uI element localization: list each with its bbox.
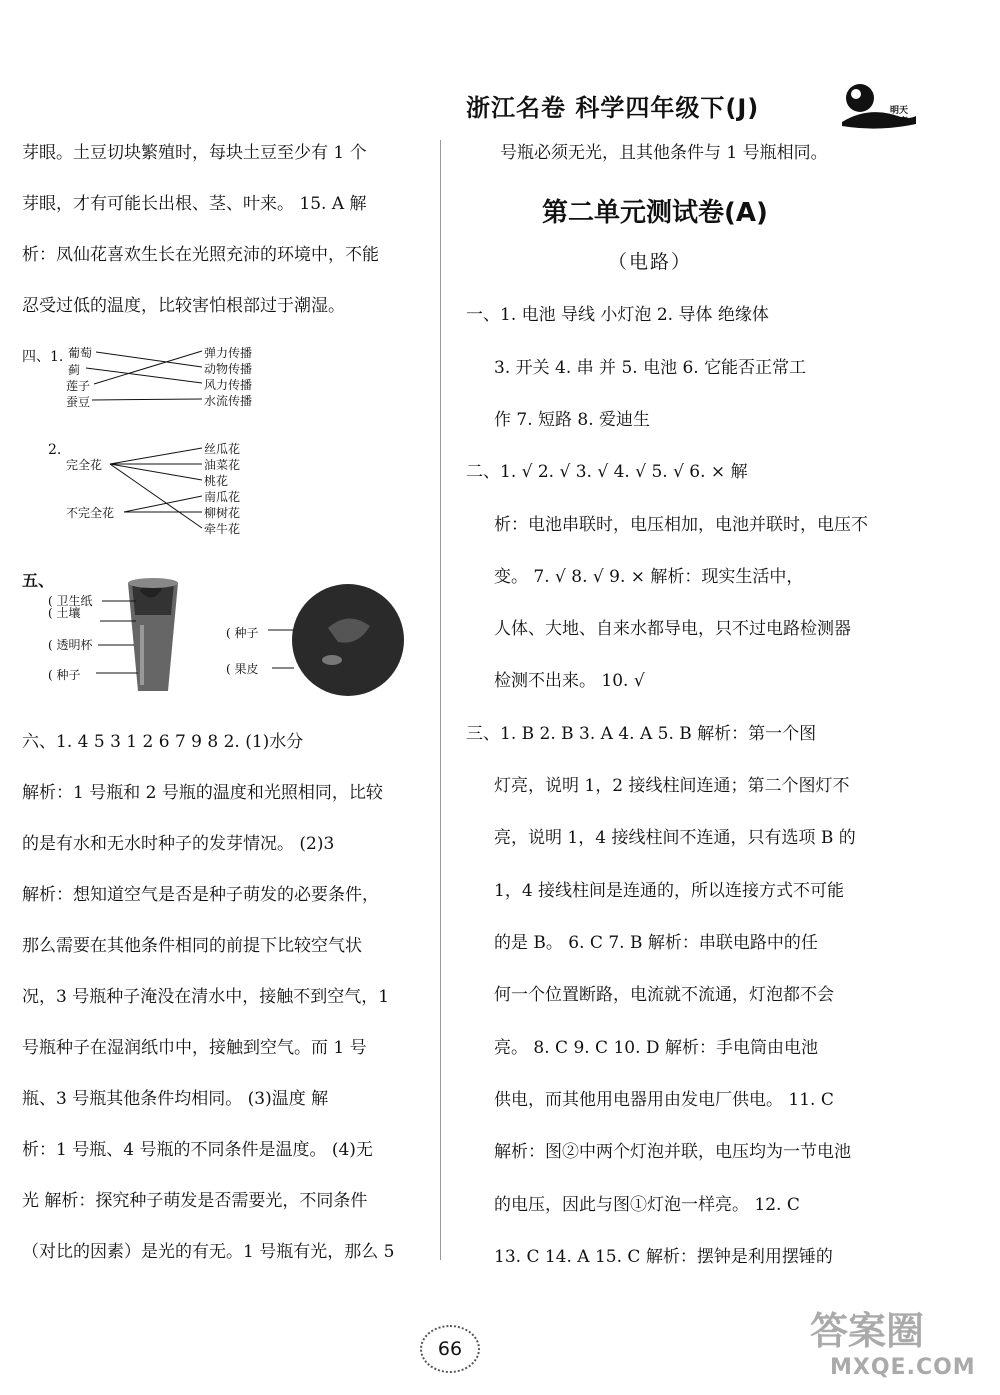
fruit-label: ( 种子 [226, 626, 259, 640]
right-line: 析：电池串联时，电压相加，电池并联时，电压不 [494, 515, 868, 535]
left-line: 芽眼，才有可能长出根、茎、叶来。 15. A 解 [22, 194, 367, 214]
flower-item: 牵牛花 [204, 522, 241, 536]
cup-experiment-image [40, 565, 200, 705]
fruit-label-text: 果皮 [234, 662, 259, 676]
right-line: 的是 B。 6. C 7. B 解析：串联电路中的任 [494, 933, 818, 953]
right-line: 供电，而其他用电器用由发电厂供电。 11. C [494, 1090, 834, 1110]
flower-item: 南瓜花 [204, 490, 241, 504]
left-line: 那么需要在其他条件相同的前提下比较空气状 [22, 936, 362, 956]
right-line: 三、1. B 2. B 3. A 4. A 5. B 解析：第一个图 [466, 724, 817, 744]
right-line: 解析：图②中两个灯泡并联，电压均为一节电池 [494, 1142, 851, 1162]
brand-logo-text [890, 106, 908, 128]
column-divider [440, 140, 441, 1260]
left-line: 号瓶种子在湿润纸巾中，接触到空气。而 1 号 [22, 1038, 367, 1058]
flower-type: 完全花 [66, 458, 103, 472]
right-line: 作 7. 短路 8. 爱迪生 [494, 410, 651, 430]
left-line: 解析：想知道空气是否是种子萌发的必要条件， [22, 885, 379, 905]
cup-label: ( 种子 [48, 668, 81, 682]
right-line: 一、1. 电池 导线 小灯泡 2. 导体 绝缘体 [466, 305, 769, 325]
cup-label-text: 种子 [56, 668, 81, 682]
left-line: 六、1. 4 5 3 1 2 6 7 9 8 2. (1)水分 [22, 732, 304, 752]
q4b-label: 2. [48, 442, 62, 458]
match-left-item: 蚕豆 [66, 395, 91, 409]
match-left-item: 莲子 [66, 379, 91, 393]
flower-item: 丝瓜花 [204, 442, 241, 456]
section-title: 第二单元测试卷(A) [542, 198, 768, 228]
watermark-logo: 答案圈 [810, 1309, 925, 1353]
right-line: 何一个位置断路，电流就不流通，灯泡都不会 [494, 985, 834, 1005]
cup-label: ( 土壤 [48, 606, 81, 620]
q4-label: 四、1. [22, 349, 64, 365]
right-line: 亮，说明 1，4 接线柱间不连通，只有选项 B 的 [494, 828, 856, 848]
flower-item: 油菜花 [204, 458, 241, 472]
match-right-item: 水流传播 [204, 394, 253, 408]
right-line: 号瓶必须无光，且其他条件与 1 号瓶相同。 [500, 143, 828, 163]
right-line: 13. C 14. A 15. C 解析：摆钟是利用摆锤的 [494, 1247, 833, 1267]
right-line: 人体、大地、自来水都导电，只不过电路检测器 [494, 619, 851, 639]
right-line: 灯亮，说明 1，2 接线柱间连通；第二个图灯不 [494, 776, 850, 796]
left-line: 析：1 号瓶、4 号瓶的不同条件是温度。 (4)无 [22, 1140, 373, 1160]
left-line: 的是有水和无水时种子的发芽情况。 (2)3 [22, 834, 335, 854]
fruit-cross-section-image [220, 580, 420, 710]
match-left-item: 蓟 [68, 363, 81, 377]
right-line: 二、1. √ 2. √ 3. √ 4. √ 5. √ 6. × 解 [466, 462, 748, 482]
left-line: 况，3 号瓶种子淹没在清水中，接触不到空气，1 [22, 987, 390, 1007]
left-line: 解析：1 号瓶和 2 号瓶的温度和光照相同，比较 [22, 783, 383, 803]
right-line: 亮。 8. C 9. C 10. D 解析：手电筒由电池 [494, 1038, 818, 1058]
match-left-item: 葡萄 [68, 346, 93, 360]
right-line: 变。 7. √ 8. √ 9. × 解析：现实生活中， [494, 567, 804, 587]
section-subtitle: （电路） [608, 251, 693, 273]
fruit-label-text: 种子 [234, 626, 259, 640]
right-line: 的电压，因此与图①灯泡一样亮。 12. C [494, 1195, 800, 1215]
left-line: 析：凤仙花喜欢生长在光照充沛的环境中，不能 [22, 245, 379, 265]
cup-label: ( 透明杯 [48, 638, 93, 652]
page-number: 66 [420, 1325, 480, 1373]
cup-label-text: 卫生纸 [56, 594, 93, 608]
flower-type: 不完全花 [66, 506, 115, 520]
match-right-item: 弹力传播 [204, 346, 253, 360]
cup-label-text: 土壤 [56, 606, 81, 620]
left-line: 忍受过低的温度，比较害怕根部过于潮湿。 [22, 296, 345, 316]
flower-item: 柳树花 [204, 506, 241, 520]
match-right-item: 风力传播 [204, 378, 253, 392]
left-line: （对比的因素）是光的有无。1 号瓶有光，那么 5 [22, 1242, 395, 1262]
watermark-url: MXQE.COM [830, 1355, 976, 1380]
fruit-label: ( 果皮 [226, 662, 259, 676]
right-line: 检测不出来。 10. √ [494, 671, 645, 691]
logo-text-line-1: 明天 [890, 106, 909, 116]
logo-text-line-2: 教育 [890, 117, 909, 127]
page-header [440, 88, 920, 128]
cup-label-text: 透明杯 [56, 638, 93, 652]
header-title: 浙江名卷 科学四年级下(J) [466, 94, 760, 122]
left-line: 光 解析：探究种子萌发是否需要光，不同条件 [22, 1191, 368, 1211]
right-line: 1，4 接线柱间是连通的，所以连接方式不可能 [494, 881, 845, 901]
q5-label: 五、 [22, 571, 55, 590]
left-line: 芽眼。土豆切块繁殖时，每块土豆至少有 1 个 [22, 143, 367, 163]
left-line: 瓶、3 号瓶其他条件均相同。 (3)温度 解 [22, 1089, 329, 1109]
right-line: 3. 开关 4. 串 并 5. 电池 6. 它能否正常工 [494, 358, 807, 378]
flower-item: 桃花 [204, 474, 229, 488]
cup-label: ( 卫生纸 [48, 594, 93, 608]
match-right-item: 动物传播 [204, 362, 253, 376]
matching-lines-2 [0, 0, 440, 540]
